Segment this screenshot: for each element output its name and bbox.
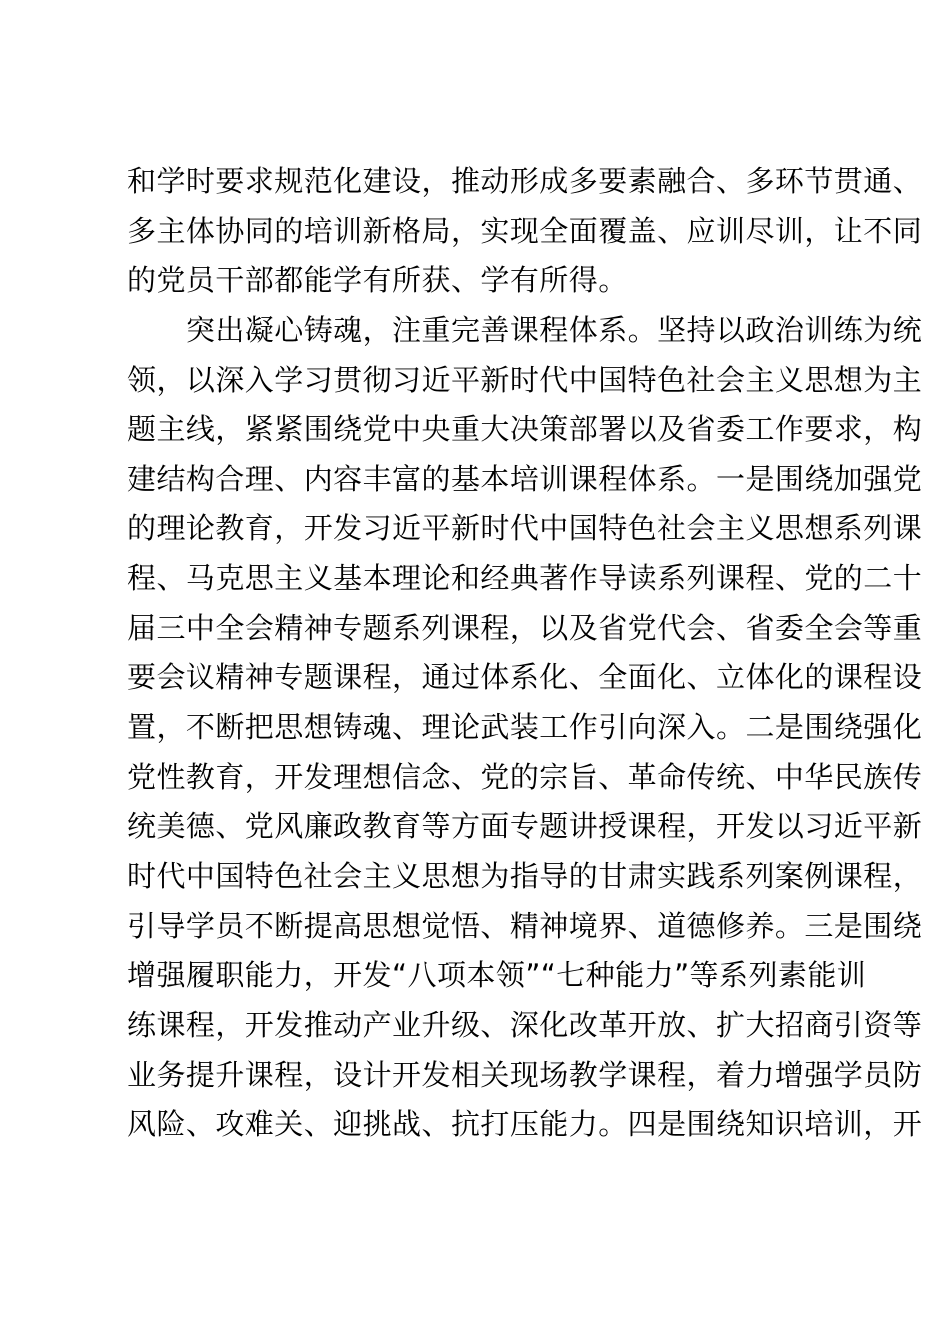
text-line: 建结构合理、内容丰富的基本培训课程体系。一是围绕加强党 xyxy=(127,461,923,496)
text-line: 的党员干部都能学有所获、学有所得。 xyxy=(127,263,628,298)
text-line: 置，不断把思想铸魂、理论武装工作引向深入。二是围绕强化 xyxy=(127,710,923,745)
text-line: 程、马克思主义基本理论和经典著作导读系列课程、党的二十 xyxy=(127,561,923,596)
text-line: 风险、攻难关、迎挑战、抗打压能力。四是围绕知识培训，开 xyxy=(127,1107,923,1142)
text-line: 增强履职能力，开发“八项本领”“七种能力”等系列素能训 xyxy=(127,958,867,993)
text-line: 的理论教育，开发习近平新时代中国特色社会主义思想系列课 xyxy=(127,511,923,546)
text-line: 党性教育，开发理想信念、党的宗旨、革命传统、中华民族传 xyxy=(127,759,923,794)
text-line: 引导学员不断提高思想觉悟、精神境界、道德修养。三是围绕 xyxy=(127,908,923,943)
text-line: 多主体协同的培训新格局，实现全面覆盖、应训尽训，让不同 xyxy=(127,213,923,248)
text-line: 业务提升课程，设计开发相关现场教学课程，着力增强学员防 xyxy=(127,1057,923,1092)
text-line: 和学时要求规范化建设，推动形成多要素融合、多环节贯通、 xyxy=(127,164,923,198)
text-line: 领，以深入学习贯彻习近平新时代中国特色社会主义思想为主 xyxy=(127,362,923,397)
text-line: 届三中全会精神专题系列课程，以及省党代会、省委全会等重 xyxy=(127,610,923,645)
text-line: 时代中国特色社会主义思想为指导的甘肃实践系列案例课程， xyxy=(127,858,923,893)
body-text xyxy=(127,157,923,1150)
text-line: 统美德、党风廉政教育等方面专题讲授课程，开发以习近平新 xyxy=(127,809,923,844)
text-line: 题主线，紧紧围绕党中央重大决策部署以及省委工作要求，构 xyxy=(127,412,923,447)
text-line: 要会议精神专题课程，通过体系化、全面化、立体化的课程设 xyxy=(127,660,923,695)
text-line: 练课程，开发推动产业升级、深化改革开放、扩大招商引资等 xyxy=(127,1007,923,1042)
text-line: 突出凝心铸魂，注重完善课程体系。坚持以政治训练为统 xyxy=(127,312,923,347)
